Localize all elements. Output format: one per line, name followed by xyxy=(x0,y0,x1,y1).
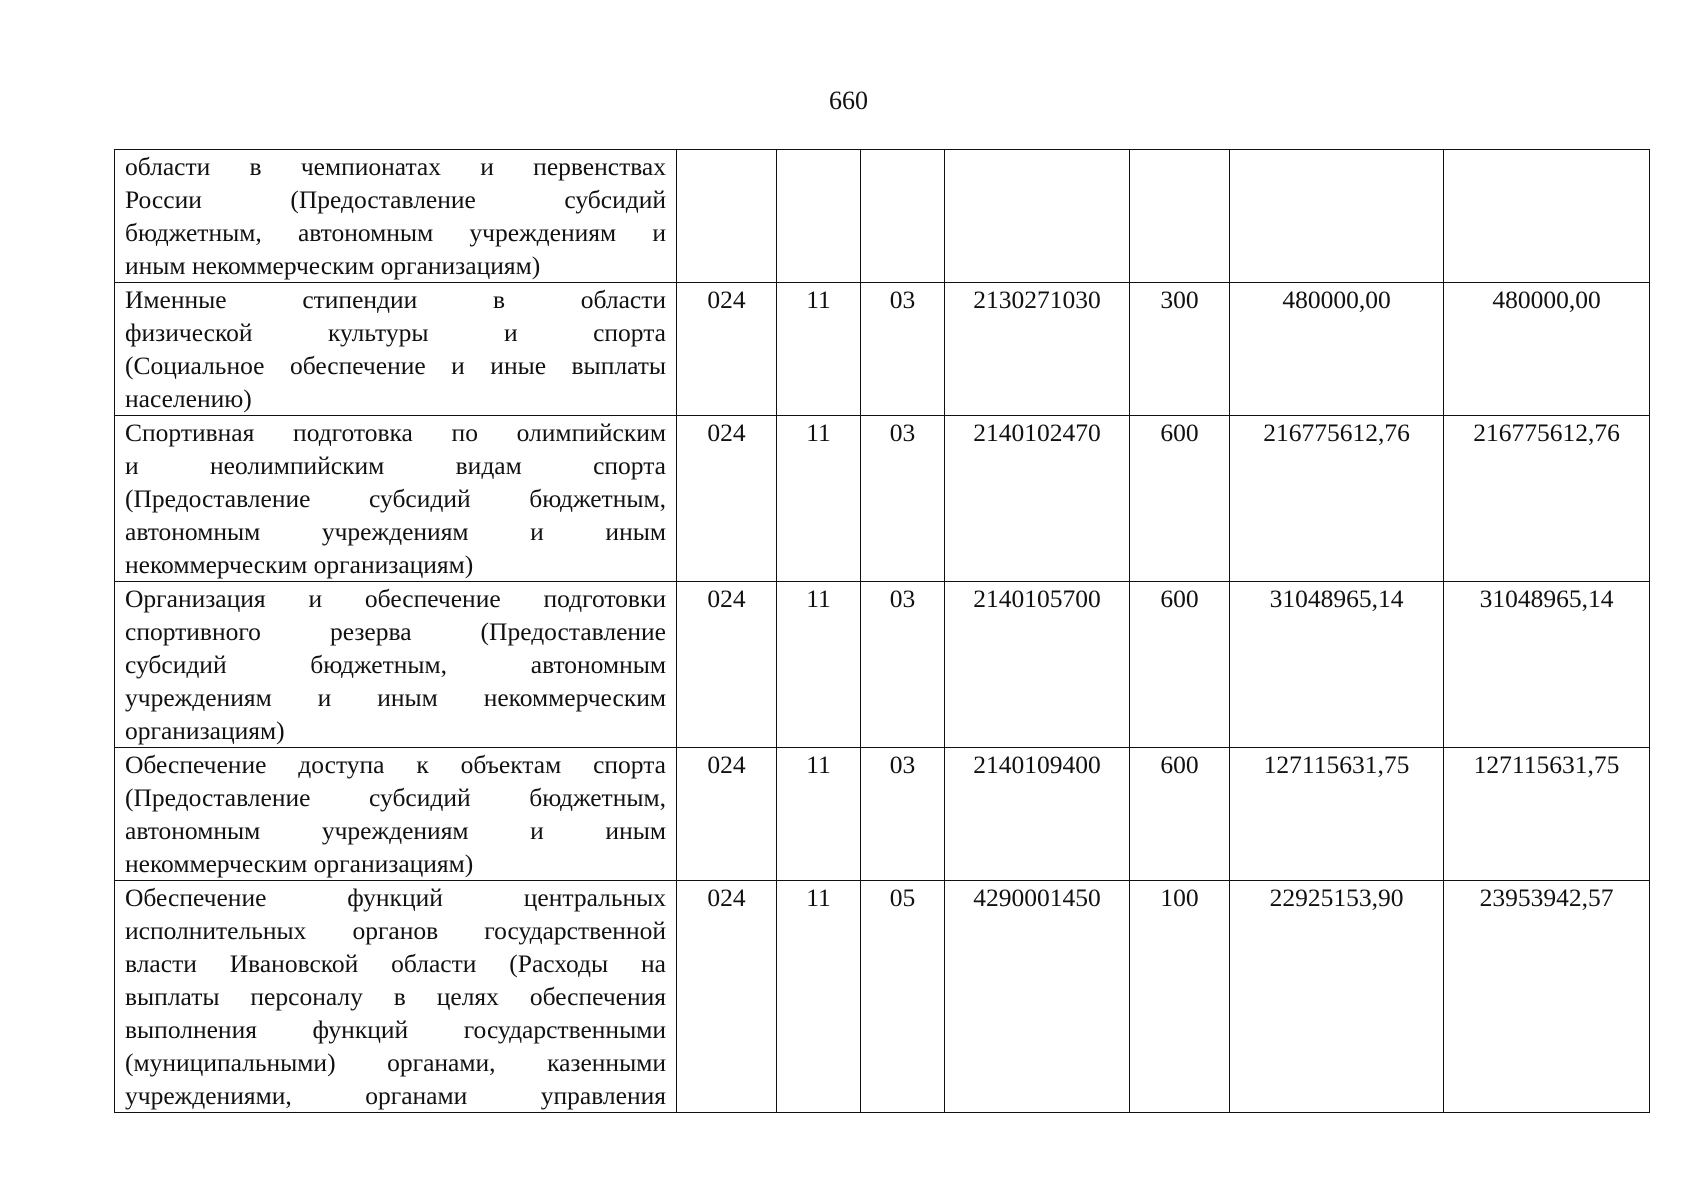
section-cell xyxy=(777,150,861,283)
table-row xyxy=(115,582,1650,748)
section-cell: 11 xyxy=(777,582,861,748)
ministry-code-cell: 024 xyxy=(677,416,777,582)
section-cell: 11 xyxy=(777,748,861,881)
description-cell xyxy=(115,748,677,881)
description-line: учреждениями, органами управления xyxy=(125,1081,666,1110)
table-row xyxy=(115,416,1650,582)
description-cell xyxy=(115,283,677,416)
description-line: Обеспечение функций центральных xyxy=(125,883,666,912)
description-line: Спортивная подготовка по олимпийским xyxy=(125,418,666,447)
subsection-cell: 03 xyxy=(861,582,945,748)
ministry-code-cell xyxy=(677,150,777,283)
amount-year-1-cell xyxy=(1230,150,1444,283)
description-line: области в чемпионатах и первенствах xyxy=(125,152,666,181)
description-line: некоммерческим организациям) xyxy=(125,550,474,579)
table-row xyxy=(115,748,1650,881)
target-article-cell xyxy=(945,150,1130,283)
amount-year-2-cell: 31048965,14 xyxy=(1444,582,1650,748)
budget-table xyxy=(114,149,1650,1113)
description-line: (муниципальными) органами, казенными xyxy=(125,1048,666,1077)
target-article-cell: 4290001450 xyxy=(945,881,1130,1113)
amount-year-2-cell xyxy=(1444,150,1650,283)
table-row xyxy=(115,150,1650,283)
amount-year-2-cell: 23953942,57 xyxy=(1444,881,1650,1113)
description-line: учреждениям и иным некоммерческим xyxy=(125,683,666,712)
description-line: Обеспечение доступа к объектам спорта xyxy=(125,750,666,779)
description-line: населению) xyxy=(125,384,252,413)
amount-year-1-cell: 31048965,14 xyxy=(1230,582,1444,748)
subsection-cell: 03 xyxy=(861,416,945,582)
amount-year-1-cell: 127115631,75 xyxy=(1230,748,1444,881)
subsection-cell: 05 xyxy=(861,881,945,1113)
description-line: выполнения функций государственными xyxy=(125,1015,666,1044)
description-line: Именные стипендии в области xyxy=(125,285,666,314)
description-cell xyxy=(115,881,677,1113)
expense-type-cell xyxy=(1130,150,1230,283)
description-cell xyxy=(115,416,677,582)
amount-year-1-cell: 480000,00 xyxy=(1230,283,1444,416)
ministry-code-cell: 024 xyxy=(677,748,777,881)
description-line: автономным учреждениям и иным xyxy=(125,816,666,845)
description-line: организациям) xyxy=(125,716,285,745)
subsection-cell: 03 xyxy=(861,283,945,416)
expense-type-cell: 600 xyxy=(1130,582,1230,748)
description-line: бюджетным, автономным учреждениям и xyxy=(125,218,666,247)
subsection-cell: 03 xyxy=(861,748,945,881)
section-cell: 11 xyxy=(777,416,861,582)
target-article-cell: 2140105700 xyxy=(945,582,1130,748)
expense-type-cell: 300 xyxy=(1130,283,1230,416)
target-article-cell: 2140109400 xyxy=(945,748,1130,881)
amount-year-2-cell: 127115631,75 xyxy=(1444,748,1650,881)
section-cell: 11 xyxy=(777,283,861,416)
description-line: выплаты персоналу в целях обеспечения xyxy=(125,982,666,1011)
description-line: (Социальное обеспечение и иные выплаты xyxy=(125,351,666,380)
description-line: (Предоставление субсидий бюджетным, xyxy=(125,783,666,812)
description-line: автономным учреждениям и иным xyxy=(125,517,666,546)
description-line: физической культуры и спорта xyxy=(125,318,666,347)
description-line: исполнительных органов государственной xyxy=(125,916,666,945)
expense-type-cell: 600 xyxy=(1130,748,1230,881)
page-number: 660 xyxy=(829,86,868,115)
amount-year-1-cell: 216775612,76 xyxy=(1230,416,1444,582)
amount-year-2-cell: 216775612,76 xyxy=(1444,416,1650,582)
description-line: некоммерческим организациям) xyxy=(125,849,474,878)
description-line: спортивного резерва (Предоставление xyxy=(125,617,666,646)
ministry-code-cell: 024 xyxy=(677,881,777,1113)
description-line: и неолимпийским видам спорта xyxy=(125,451,666,480)
amount-year-1-cell: 22925153,90 xyxy=(1230,881,1444,1113)
table-row xyxy=(115,881,1650,1113)
ministry-code-cell: 024 xyxy=(677,283,777,416)
table-row xyxy=(115,283,1650,416)
expense-type-cell: 600 xyxy=(1130,416,1230,582)
amount-year-2-cell: 480000,00 xyxy=(1444,283,1650,416)
subsection-cell xyxy=(861,150,945,283)
description-cell xyxy=(115,582,677,748)
target-article-cell: 2140102470 xyxy=(945,416,1130,582)
description-cell xyxy=(115,150,677,283)
description-line: иным некоммерческим организациям) xyxy=(125,251,541,280)
description-line: (Предоставление субсидий бюджетным, xyxy=(125,484,666,513)
description-line: власти Ивановской области (Расходы на xyxy=(125,949,666,978)
section-cell: 11 xyxy=(777,881,861,1113)
expense-type-cell: 100 xyxy=(1130,881,1230,1113)
target-article-cell: 2130271030 xyxy=(945,283,1130,416)
ministry-code-cell: 024 xyxy=(677,582,777,748)
description-line: субсидий бюджетным, автономным xyxy=(125,650,666,679)
description-line: Организация и обеспечение подготовки xyxy=(125,584,666,613)
description-line: России (Предоставление субсидий xyxy=(125,185,666,214)
